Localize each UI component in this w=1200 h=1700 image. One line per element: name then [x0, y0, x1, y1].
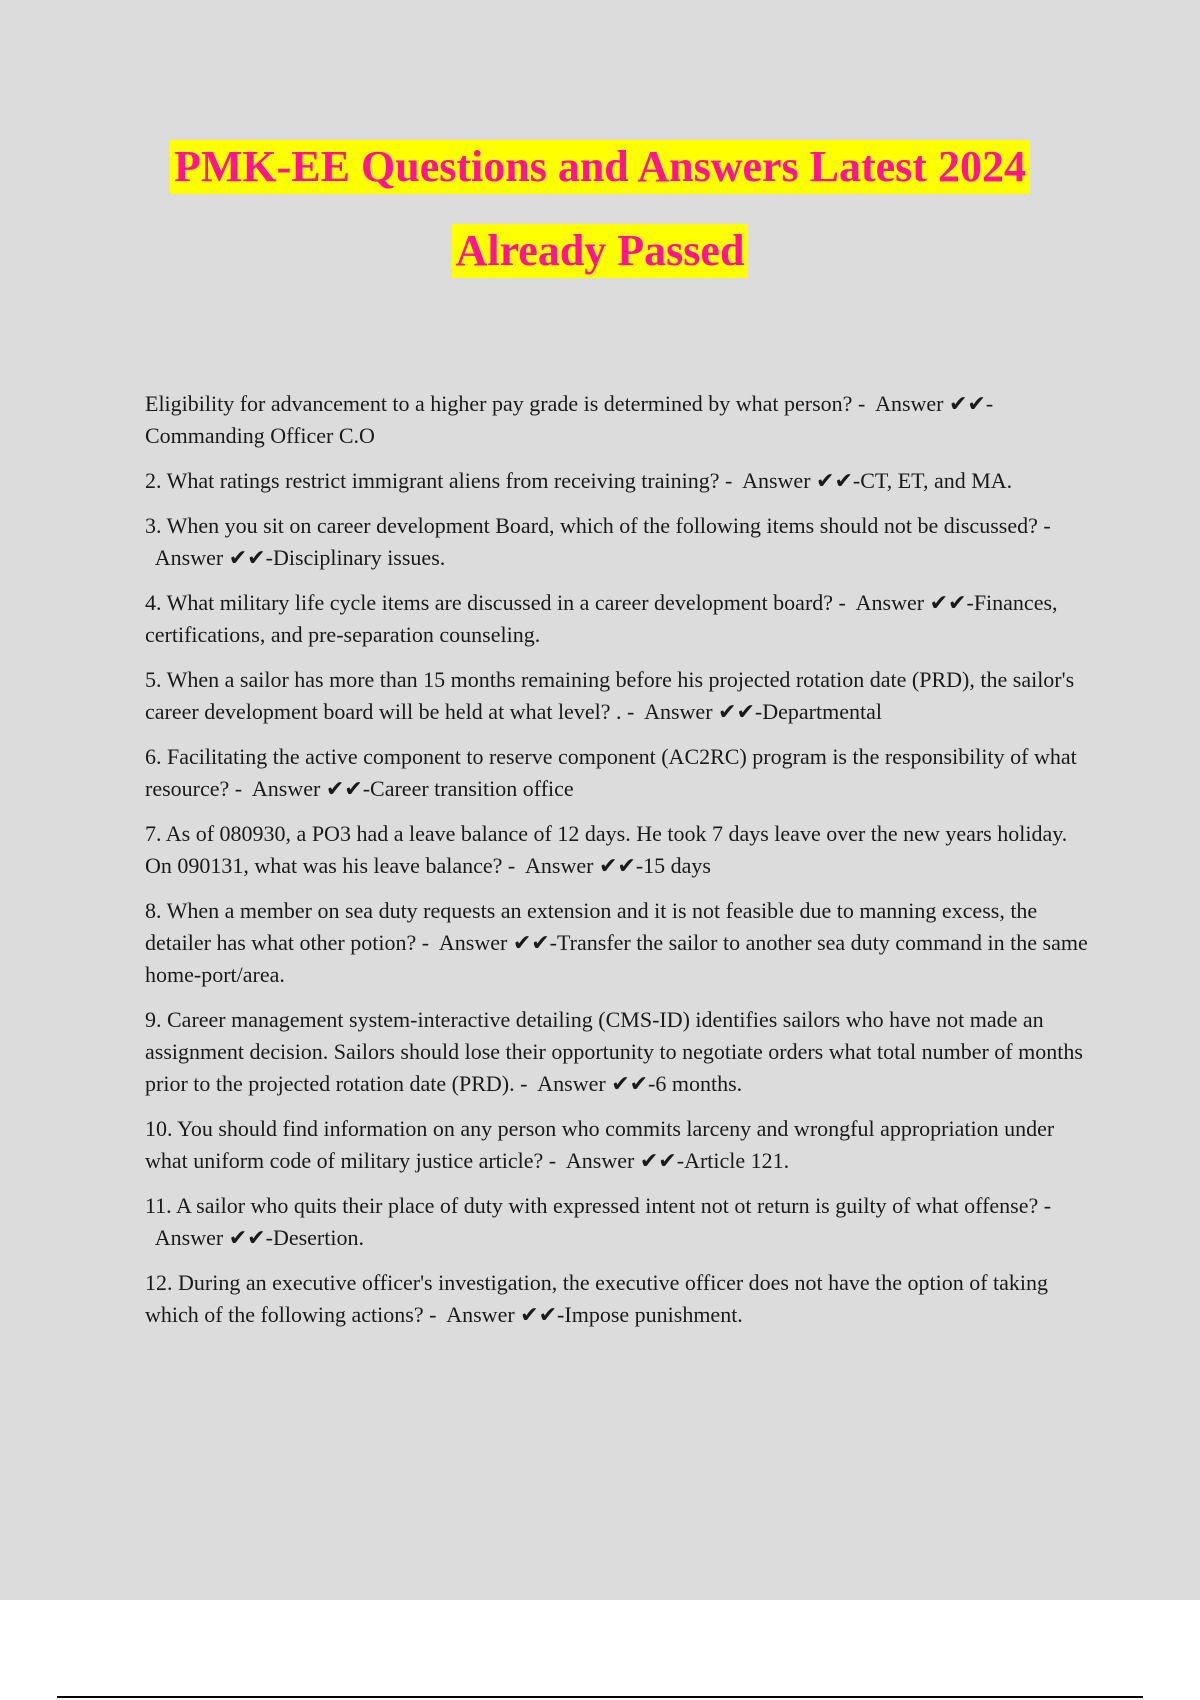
qa-item: [145, 1113, 1090, 1177]
answer-text: Disciplinary issues.: [272, 545, 446, 570]
question-text: 10. You should find information on any person who commits larceny and wrongful appropriation under what uniform code of military justice article? -: [145, 1116, 1055, 1173]
check-icon: ✔✔-: [520, 1302, 565, 1327]
answer-label: Answer: [525, 853, 594, 878]
answer-text: Transfer the sailor to another sea duty command in the same home-port/area.: [145, 930, 1088, 987]
document-title: [0, 140, 1200, 278]
qa-list: [145, 388, 1090, 1344]
qa-item: [145, 587, 1090, 651]
check-icon: ✔✔-: [949, 391, 994, 416]
question-text: 6. Facilitating the active component to reserve component (AC2RC) program is the responsibility of what resource? -: [145, 744, 1077, 801]
answer-text: Desertion.: [272, 1225, 364, 1250]
question-text: 5. When a sailor has more than 15 months remaining before his projected rotation date (PRD), the sailor's career development board will be held at what level? . -: [145, 667, 1075, 724]
answer-label: Answer: [742, 468, 811, 493]
question-text: 7. As of 080930, a PO3 had a leave balance of 12 days. He took 7 days leave over the new years holiday. On 090131, what was his leave balance? -: [145, 821, 1068, 878]
qa-item: [145, 465, 1090, 497]
answer-label: Answer: [537, 1071, 606, 1096]
answer-label: Answer: [644, 699, 713, 724]
answer-text: Commanding Officer C.O: [145, 423, 375, 448]
check-icon: ✔✔-: [816, 468, 861, 493]
qa-item: [145, 388, 1090, 452]
check-icon: ✔✔-: [325, 776, 371, 801]
check-icon: ✔✔-: [512, 930, 558, 955]
qa-item: [145, 1267, 1090, 1331]
title-line-1: PMK-EE Questions and Answers Latest 2024: [170, 140, 1030, 194]
answer-label: Answer: [446, 1302, 515, 1327]
answer-text: Career transition office: [370, 776, 574, 801]
question-text: 3. When you sit on career development Board, which of the following items should not be discussed? -: [145, 513, 1051, 538]
question-text: 2. What ratings restrict immigrant aliens from receiving training? -: [145, 468, 733, 493]
answer-label: Answer: [875, 391, 944, 416]
check-icon: ✔✔-: [639, 1148, 685, 1173]
title-line-2: Already Passed: [452, 224, 749, 278]
question-text: 4. What military life cycle items are discussed in a career development board? -: [145, 590, 846, 615]
qa-item: [145, 510, 1090, 574]
question-text: 9. Career management system-interactive detailing (CMS-ID) identifies sailors who have not made an assignment decision. Sailors should lose their opportunity to negotiate orders what total number of months prior to the projected rotation date (PRD). -: [145, 1007, 1083, 1096]
answer-label: Answer: [251, 776, 321, 801]
qa-item: [145, 895, 1090, 991]
qa-item: [145, 741, 1090, 805]
check-icon: ✔✔-: [598, 853, 644, 878]
qa-item: [145, 664, 1090, 728]
answer-text: 15 days: [643, 853, 711, 878]
answer-text: CT, ET, and MA.: [860, 468, 1013, 493]
question-text: 8. When a member on sea duty requests an extension and it is not feasible due to manning excess, the detailer has what other potion? -: [145, 898, 1038, 955]
answer-label: Answer: [855, 590, 925, 615]
check-icon: ✔✔-: [718, 699, 763, 724]
question-text: Eligibility for advancement to a higher pay grade is determined by what person? -: [145, 391, 866, 416]
qa-item: [145, 1190, 1090, 1254]
bottom-divider: [57, 1696, 1143, 1698]
check-icon: ✔✔-: [611, 1071, 656, 1096]
answer-label: Answer: [438, 930, 508, 955]
qa-item: [145, 818, 1090, 882]
check-icon: ✔✔-: [228, 545, 273, 570]
answer-text: Impose punishment.: [564, 1302, 743, 1327]
answer-label: Answer: [565, 1148, 635, 1173]
question-text: 12. During an executive officer's investigation, the executive officer does not have the option of taking which of the following actions? -: [145, 1270, 1049, 1327]
answer-text: Article 121.: [684, 1148, 790, 1173]
answer-text: 6 months.: [655, 1071, 743, 1096]
answer-label: Answer: [154, 1225, 224, 1250]
check-icon: ✔✔-: [228, 1225, 273, 1250]
question-text: 11. A sailor who quits their place of duty with expressed intent not ot return is guilty of what offense? -: [145, 1193, 1052, 1218]
check-icon: ✔✔-: [929, 590, 974, 615]
answer-text: Finances, certifications, and pre-separation counseling.: [145, 590, 1058, 647]
answer-label: Answer: [154, 545, 224, 570]
answer-text: Departmental: [762, 699, 882, 724]
qa-item: [145, 1004, 1090, 1100]
